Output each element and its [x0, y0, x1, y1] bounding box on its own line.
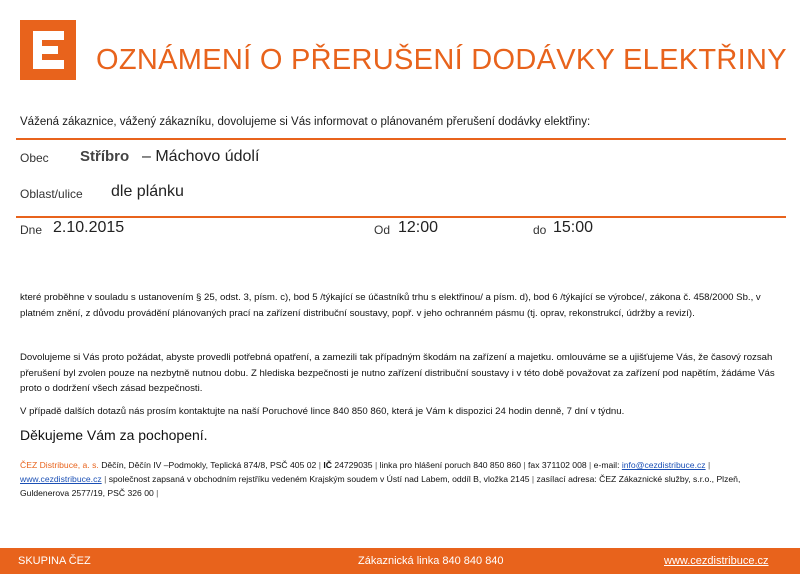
email-link[interactable]: info@cezdistribuce.cz [621, 460, 706, 470]
page-title: OZNÁMENÍ O PŘERUŠENÍ DODÁVKY ELEKTŘINY [96, 44, 787, 76]
footer-bar [0, 548, 800, 574]
cez-logo [20, 20, 76, 80]
company-name: ČEZ Distribuce, a. s. [20, 460, 99, 470]
contact-block: ČEZ Distribuce, a. s. Děčín, Děčín IV –Podmokly, Teplická 874/8, PSČ 405 02 | IČ 24729035 | linka pro hlášení poruch 840 850 860 | fax 371102 008 | e-mail: info@cezdistribuce.cz | www.cezdistribuce.cz | společnost zapsaná v obchodním rejstříku vedeném Krajským soudem v Ústí nad Labem, oddíl B, vložka 2145 | zasílací adresa: ČEZ Zákaznické služby, s.r.o., Plzeň, Guldenerova 2577/19, PSČ 326 00 | [20, 460, 741, 498]
web-link[interactable]: www.cezdistribuce.cz [20, 474, 102, 484]
field-to-value: 15:00 [553, 219, 594, 236]
mail-address: zasílací adresa: ČEZ Zákaznické služby, s.r.o., Plzeň, Guldenerova 2577/19, PSČ 326 00 [20, 474, 741, 498]
field-oblast-value: dle plánku [111, 183, 184, 200]
field-date-label: Dne [20, 223, 43, 237]
footer-hotline: Zákaznická linka 840 840 840 [358, 555, 504, 567]
ic-label: IČ [323, 460, 332, 470]
field-to-label: do [533, 223, 547, 237]
email-label: e-mail: [593, 460, 620, 470]
cez-logo-icon [20, 20, 76, 80]
field-obec-label: Obec [20, 151, 49, 165]
company-address: Děčín, Děčín IV –Podmokly, Teplická 874/8, PSČ 405 02 [101, 460, 317, 470]
intro-text: Vážená zákaznice, vážený zákazníku, dovolujeme si Vás informovat o plánovaném přerušení dodávky elektřiny: [20, 116, 591, 128]
fault-hotline: linka pro hlášení poruch 840 850 860 [379, 460, 522, 470]
thanks-text: Děkujeme Vám za pochopení. [20, 427, 208, 443]
field-date-value: 2.10.2015 [53, 219, 125, 236]
divider-top [16, 138, 786, 140]
divider-fields [16, 216, 786, 218]
paragraph-contact: V případě dalších dotazů nás prosím kontaktujte na naší Poruchové lince 840 850 860, která je Vám k dispozici 24 hodin denně, 7 dní v týdnu. [20, 406, 625, 417]
paragraph-legal: které proběhne v souladu s ustanovením § 25, odst. 3, písm. c), bod 5 /týkající se účastníků trhu s elektřinou/ a písm. d), bod 6 /týkající se výrobce/, zákona č. 458/2000 Sb., v platném znění, z důvodu provádění plánovaných prací na zařízení distribuční soustavy, popř. v jeho ochranném pásmu (tj. oprav, rekonstrukcí, údržby a revizí). [20, 292, 761, 319]
footer-group: SKUPINA ČEZ [18, 555, 91, 567]
registry-info: společnost zapsaná v obchodním rejstříku vedeném Krajským soudem v Ústí nad Labem, oddíl B, vložka 2145 [108, 474, 530, 484]
footer-web-link[interactable]: www.cezdistribuce.cz [664, 555, 769, 567]
field-from-value: 12:00 [398, 219, 439, 236]
field-obec-value: Stříbro [80, 148, 130, 165]
ic-value: 24729035 [334, 460, 373, 470]
paragraph-safety: Dovolujeme si Vás proto požádat, abyste provedli potřebná opatření, a zamezili tak případným škodám na zařízení a majetku. omlouváme se a ujišťujeme Vás, že časový rozsah přerušení byl zvolen pouze na nezbytně nutnou dobu. Z hlediska bezpečnosti je nutno zařízení distribuční soustavy i v této době považovat za zařízení pod napětím, žádáme Vás proto o dodržení všech zásad bezpečnosti. [20, 352, 775, 394]
field-obec-value-rest: – Máchovo údolí [142, 148, 260, 165]
field-oblast-label: Oblast/ulice [20, 187, 83, 201]
field-from-label: Od [374, 223, 391, 237]
fax-number: fax 371102 008 [528, 460, 587, 470]
